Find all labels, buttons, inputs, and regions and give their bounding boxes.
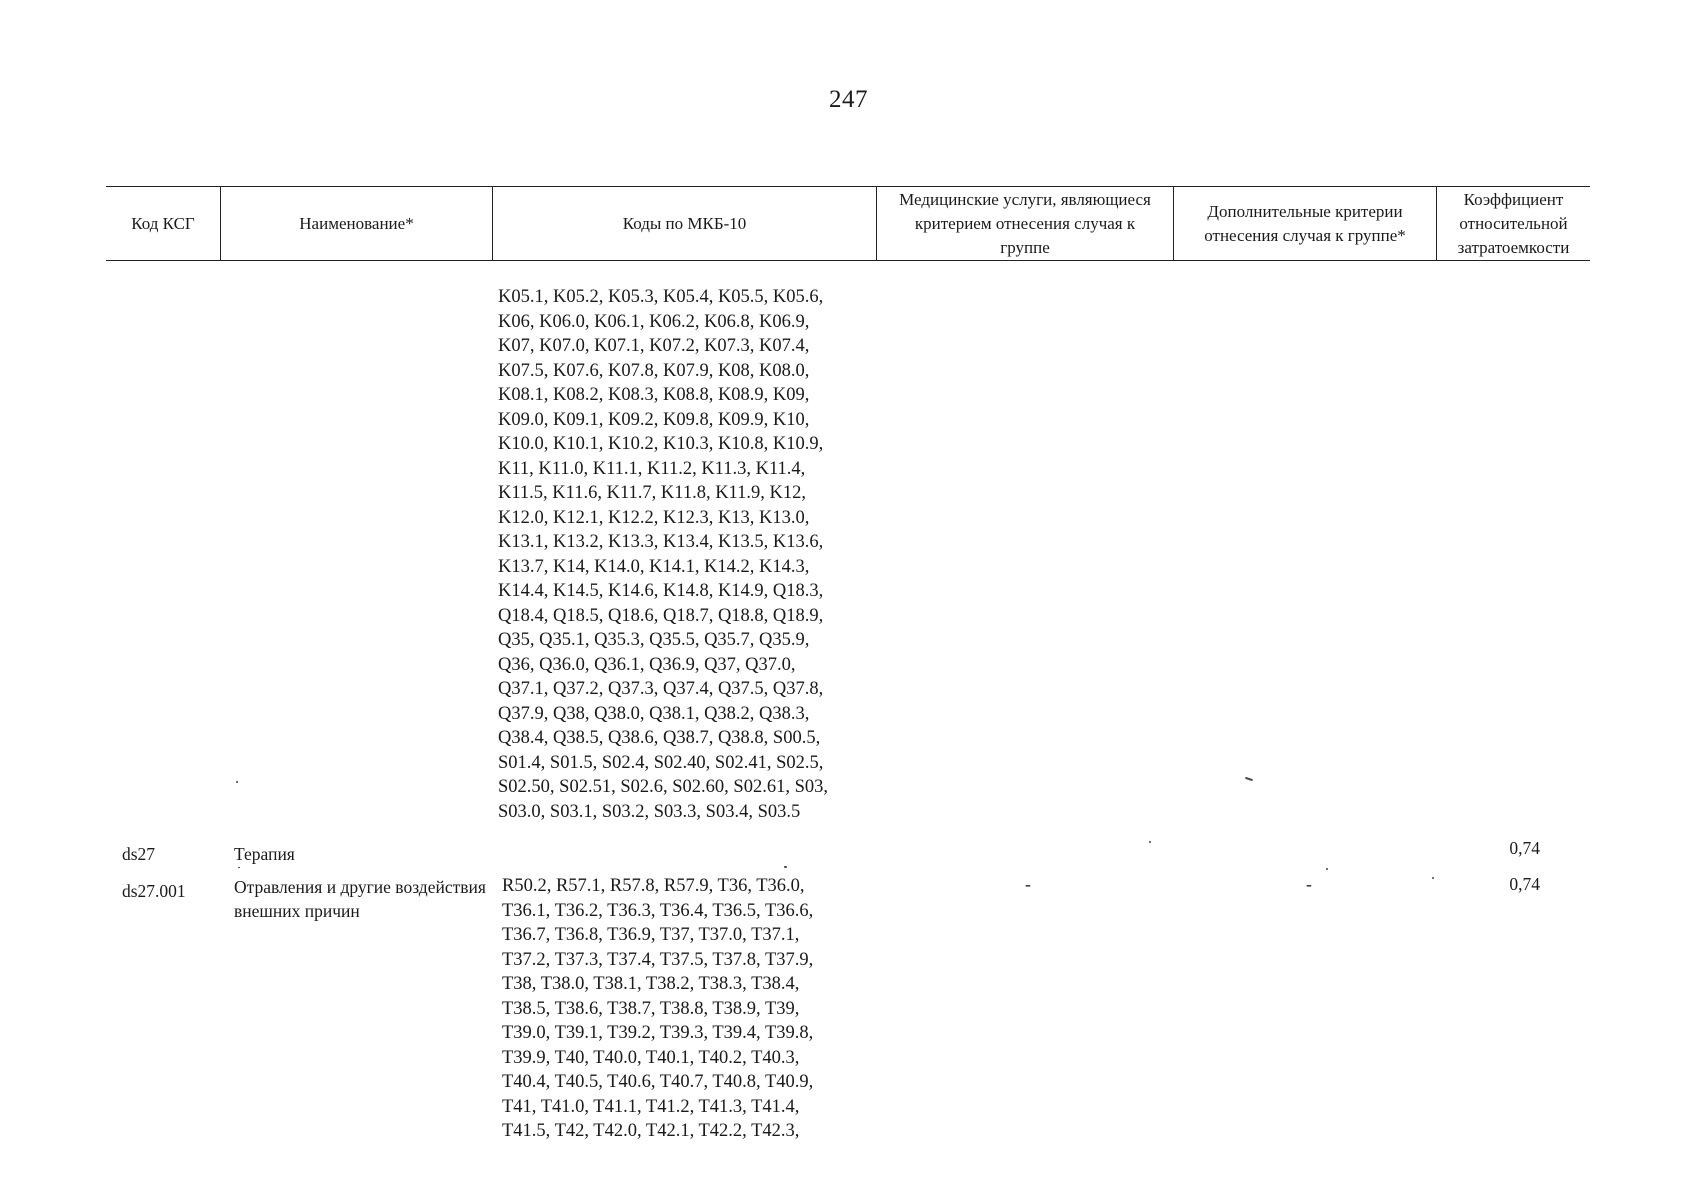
continuation-icd-codes: K05.1, K05.2, K05.3, K05.4, K05.5, K05.6, K06, K06.0, K06.1, K06.2, K06.8, K06.9, K07, K07.0, K07.1, K07.2, K07.3, K07.4, K07.5, K07.6, K07.8, K07.9, K08, K08.0, K08.1, K08.2, K08.3, K08.8, K08.9, K09, K09.0, K09.1, K09.2, K09.8, K09.9, K10, K10.0, K10.1, K10.2, K10.3, K10.8, K10.9, K11, K11.0, K11.1, K11.2, K11.3, K11.4, K11.5, K11.6, K11.7, K11.8, K11.9, K12, K12.0, K12.1, K12.2, K12.3, K13, K13.0, K13.1, K13.2, K13.3, K13.4, K13.5, K13.6, K13.7, K14, K14.0, K14.1, K14.2, K14.3, K14.4, K14.5, K14.6, K14.8, K14.9, Q18.3, Q18.4, Q18.5, Q18.6, Q18.7, Q18.8, Q18.9, Q35, Q35.1, Q35.3, Q35.5, Q35.7, Q35.9, Q36, Q36.0, Q36.1, Q36.9, Q37, Q37.0, Q37.1, Q37.2, Q37.3, Q37.4, Q37.5, Q37.8, Q37.9, Q38, Q38.0, Q38.1, Q38.2, Q38.3, Q38.4, Q38.5, Q38.6, Q38.7, Q38.8, S00.5, S01.4, S01.5, S02.4, S02.40, S02.41, S02.5, S02.50, S02.51, S02.6, S02.60, S02.61, S03, S03.0, S03.1, S03.2, S03.3, S03.4, S03.5 <box>498 287 828 822</box>
header-criteria: Дополнительные критерии отнесения случая к группе* <box>1204 201 1406 245</box>
scan-speck <box>1432 877 1434 879</box>
row-code: ds27 <box>122 844 156 864</box>
row-name: Терапия <box>234 844 295 864</box>
scan-speck <box>236 781 238 783</box>
page-number: 247 <box>829 86 868 113</box>
row-coef: 0,74 <box>1509 838 1540 858</box>
header-separator <box>876 187 877 260</box>
header-icd: Коды по МКБ-10 <box>622 213 747 233</box>
scan-speck <box>784 866 787 868</box>
row-criteria: - <box>1306 874 1312 894</box>
scan-speck <box>238 867 240 868</box>
row-code: ds27.001 <box>122 881 186 901</box>
row-services: - <box>1025 874 1031 894</box>
row-name: Отравления и другие воздействия внешних причин <box>234 877 486 921</box>
header-code: Код КСГ <box>131 213 195 233</box>
scan-speck <box>1245 777 1253 781</box>
scan-speck <box>1326 868 1328 870</box>
header-bottom-rule <box>106 260 1590 261</box>
header-name: Наименование* <box>299 213 414 233</box>
scan-speck <box>1149 841 1151 843</box>
row-coef: 0,74 <box>1509 874 1540 894</box>
header-separator <box>1173 187 1174 260</box>
header-services: Медицинские услуги, являющиеся критерием отнесения случая к группе <box>899 189 1151 257</box>
header-coef: Коэффициент относительной затратоемкости <box>1457 189 1570 257</box>
row-icd-codes: R50.2, R57.1, R57.8, R57.9, T36, T36.0, T36.1, T36.2, T36.3, T36.4, T36.5, T36.6, T36.7, T36.8, T36.9, T37, T37.0, T37.1, T37.2, T37.3, T37.4, T37.5, T37.8, T37.9, T38, T38.0, T38.1, T38.2, T38.3, T38.4, T38.5, T38.6, T38.7, T38.8, T38.9, T39, T39.0, T39.1, T39.2, T39.3, T39.4, T39.8, T39.9, T40, T40.0, T40.1, T40.2, T40.3, T40.4, T40.5, T40.6, T40.7, T40.8, T40.9, T41, T41.0, T41.1, T41.2, T41.3, T41.4, T41.5, T42, T42.0, T42.1, T42.2, T42.3, <box>502 876 814 1141</box>
